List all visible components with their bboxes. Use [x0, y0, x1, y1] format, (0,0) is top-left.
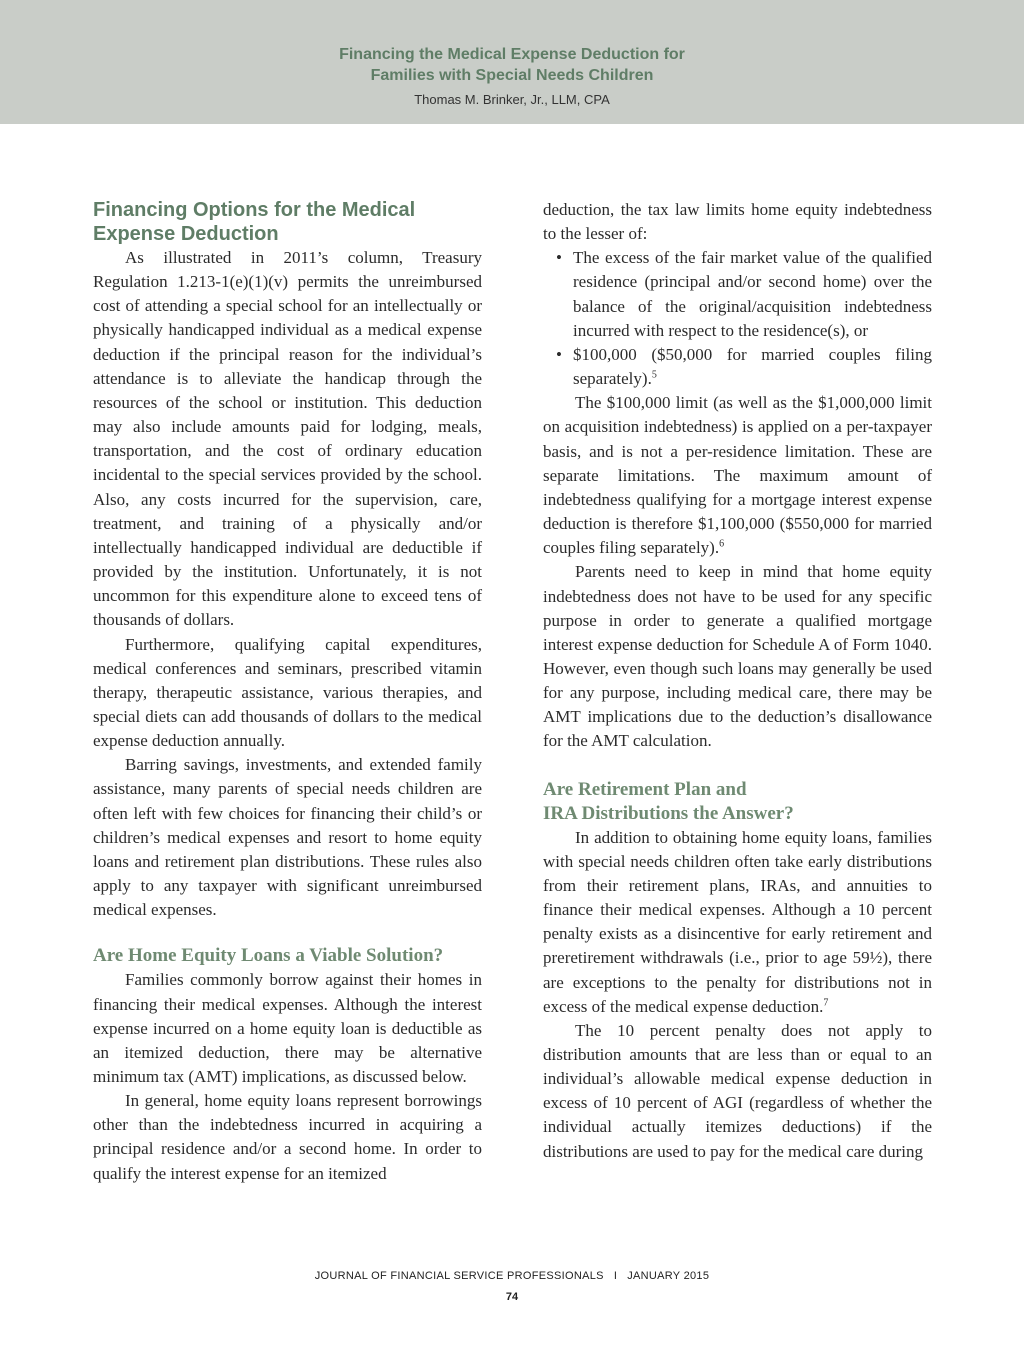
paragraph: [543, 391, 932, 560]
article-title-line1: Financing the Medical Expense Deduction for: [339, 46, 685, 63]
list-item: [543, 246, 932, 343]
right-column: [543, 198, 932, 1164]
article-author: Thomas M. Brinker, Jr., LLM, CPA: [414, 92, 610, 107]
paragraph: Parents need to keep in mind that home equity indebtedness does not have to be used for any specific purpose in order to generate a qualified mortgage interest expense deduction for Schedule A of Form 1040. However, even though such loans may generally be used for any purpose, including medical care, there may be AMT implications due to the deduction’s disallowance for the AMT calculation.: [543, 562, 932, 751]
footnote-ref: 7: [823, 997, 829, 1009]
paragraph: As illustrated in 2011’s column, Treasury Regulation 1.213-1(e)(1)(v) permits the unreimbursed cost of attending a special school for an intellectually or physically handicapped individual as a medical expense deduction if the principal reason for the individual’s attendance is to alleviate the handicap through the resources of the school or institution. This deduction may also include amounts paid for lodging, meals, transportation, and the cost of ordinary education incidental to the special services provided by the school. Also, any costs incurred for the supervision, care, treatment, and training of a physically and/or intellectually handicapped individual are deductible if provided by the institution. Unfortunately, it is not uncommon for this expenditure alone to exceed tens of thousands of dollars.: [93, 248, 482, 630]
page-number: 74: [505, 1291, 519, 1303]
bullet-icon: •: [556, 344, 562, 364]
paragraph: Furthermore, qualifying capital expenditures, medical conferences and seminars, prescribed vitamin therapy, therapeutic assistance, various therapies, and special diets can add thousands of dollars to the medical expense deduction annually.: [93, 634, 482, 751]
section-heading-financing-options: Financing Options for the Medical Expense Deduction: [93, 199, 416, 245]
article-header-band: [0, 0, 1024, 124]
paragraph: deduction, the tax law limits home equity indebtedness to the lesser of:: [543, 200, 932, 244]
heading-line: Are Retirement Plan and: [543, 778, 747, 800]
article-title-line2: Families with Special Needs Children: [370, 67, 654, 84]
bullet-list: [543, 246, 932, 391]
section-heading-retirement: [543, 778, 932, 826]
bullet-icon: •: [556, 248, 562, 268]
paragraph: [543, 826, 932, 1019]
paragraph: The 10 percent penalty does not apply to distribution amounts that are less than or equal to an individual’s allowable medical expense deduction in excess of 10 percent of AGI (regardless of whether the individual actually itemizes deductions) if the distributions are used to pay for the medical care during: [543, 1020, 932, 1161]
issue-date: JANUARY 2015: [627, 1270, 710, 1282]
left-column: [93, 198, 482, 1186]
journal-name: JOURNAL OF FINANCIAL SERVICE PROFESSIONALS: [314, 1270, 604, 1282]
list-item: [543, 343, 932, 391]
footer-separator: I: [613, 1270, 618, 1282]
footnote-ref: 5: [651, 369, 657, 381]
paragraph: Families commonly borrow against their homes in financing their medical expenses. Although the interest expense incurred on a home equity loan is deductible as an itemized deduction, there may be alternative minimum tax (AMT) implications, as discussed below.: [93, 970, 482, 1086]
paragraph-text: The $100,000 limit (as well as the $1,000,000 limit on acquisition indebtedness) is applied on a per-taxpayer basis, and is not a per-residence limitation. These are separate limitations. The maximum amount of indebtedness qualifying for a mortgage interest expense deduction is therefore $1,100,000 ($550,000 for married couples filing separately).: [543, 393, 932, 558]
paragraph: In general, home equity loans represent borrowings other than the indebtedness incurred in acquiring a principal residence and/or a second home. In order to qualify the interest expense for an itemized: [93, 1091, 482, 1183]
section-heading-home-equity: Are Home Equity Loans a Viable Solution?: [93, 945, 444, 967]
list-item-text: $100,000 ($50,000 for married couples filing separately).: [573, 344, 932, 389]
page-footer: [0, 1270, 1024, 1282]
paragraph: Barring savings, investments, and extended family assistance, many parents of special needs children are often left with few choices for financing their child’s or children’s medical expenses and resort to home equity loans and retirement plan distributions. These rules also apply to any taxpayer with significant unreimbursed medical expenses.: [93, 755, 482, 920]
footnote-ref: 6: [719, 538, 725, 550]
paragraph-text: In addition to obtaining home equity loans, families with special needs children often take early distributions from their retirement plans, IRAs, and annuities to finance their medical expenses. Although a 10 percent penalty exists as a disincentive for early retirement and preretirement withdrawals (i.e., prior to age 59½), there are exceptions to the penalty for distributions not in excess of the medical expense deduction.: [543, 827, 932, 1016]
list-item-text: The excess of the fair market value of the qualified residence (principal and/or second home) over the balance of the original/acquisition indebtedness incurred with respect to the residence(s), or: [573, 248, 932, 340]
heading-line: IRA Distributions the Answer?: [543, 802, 794, 824]
